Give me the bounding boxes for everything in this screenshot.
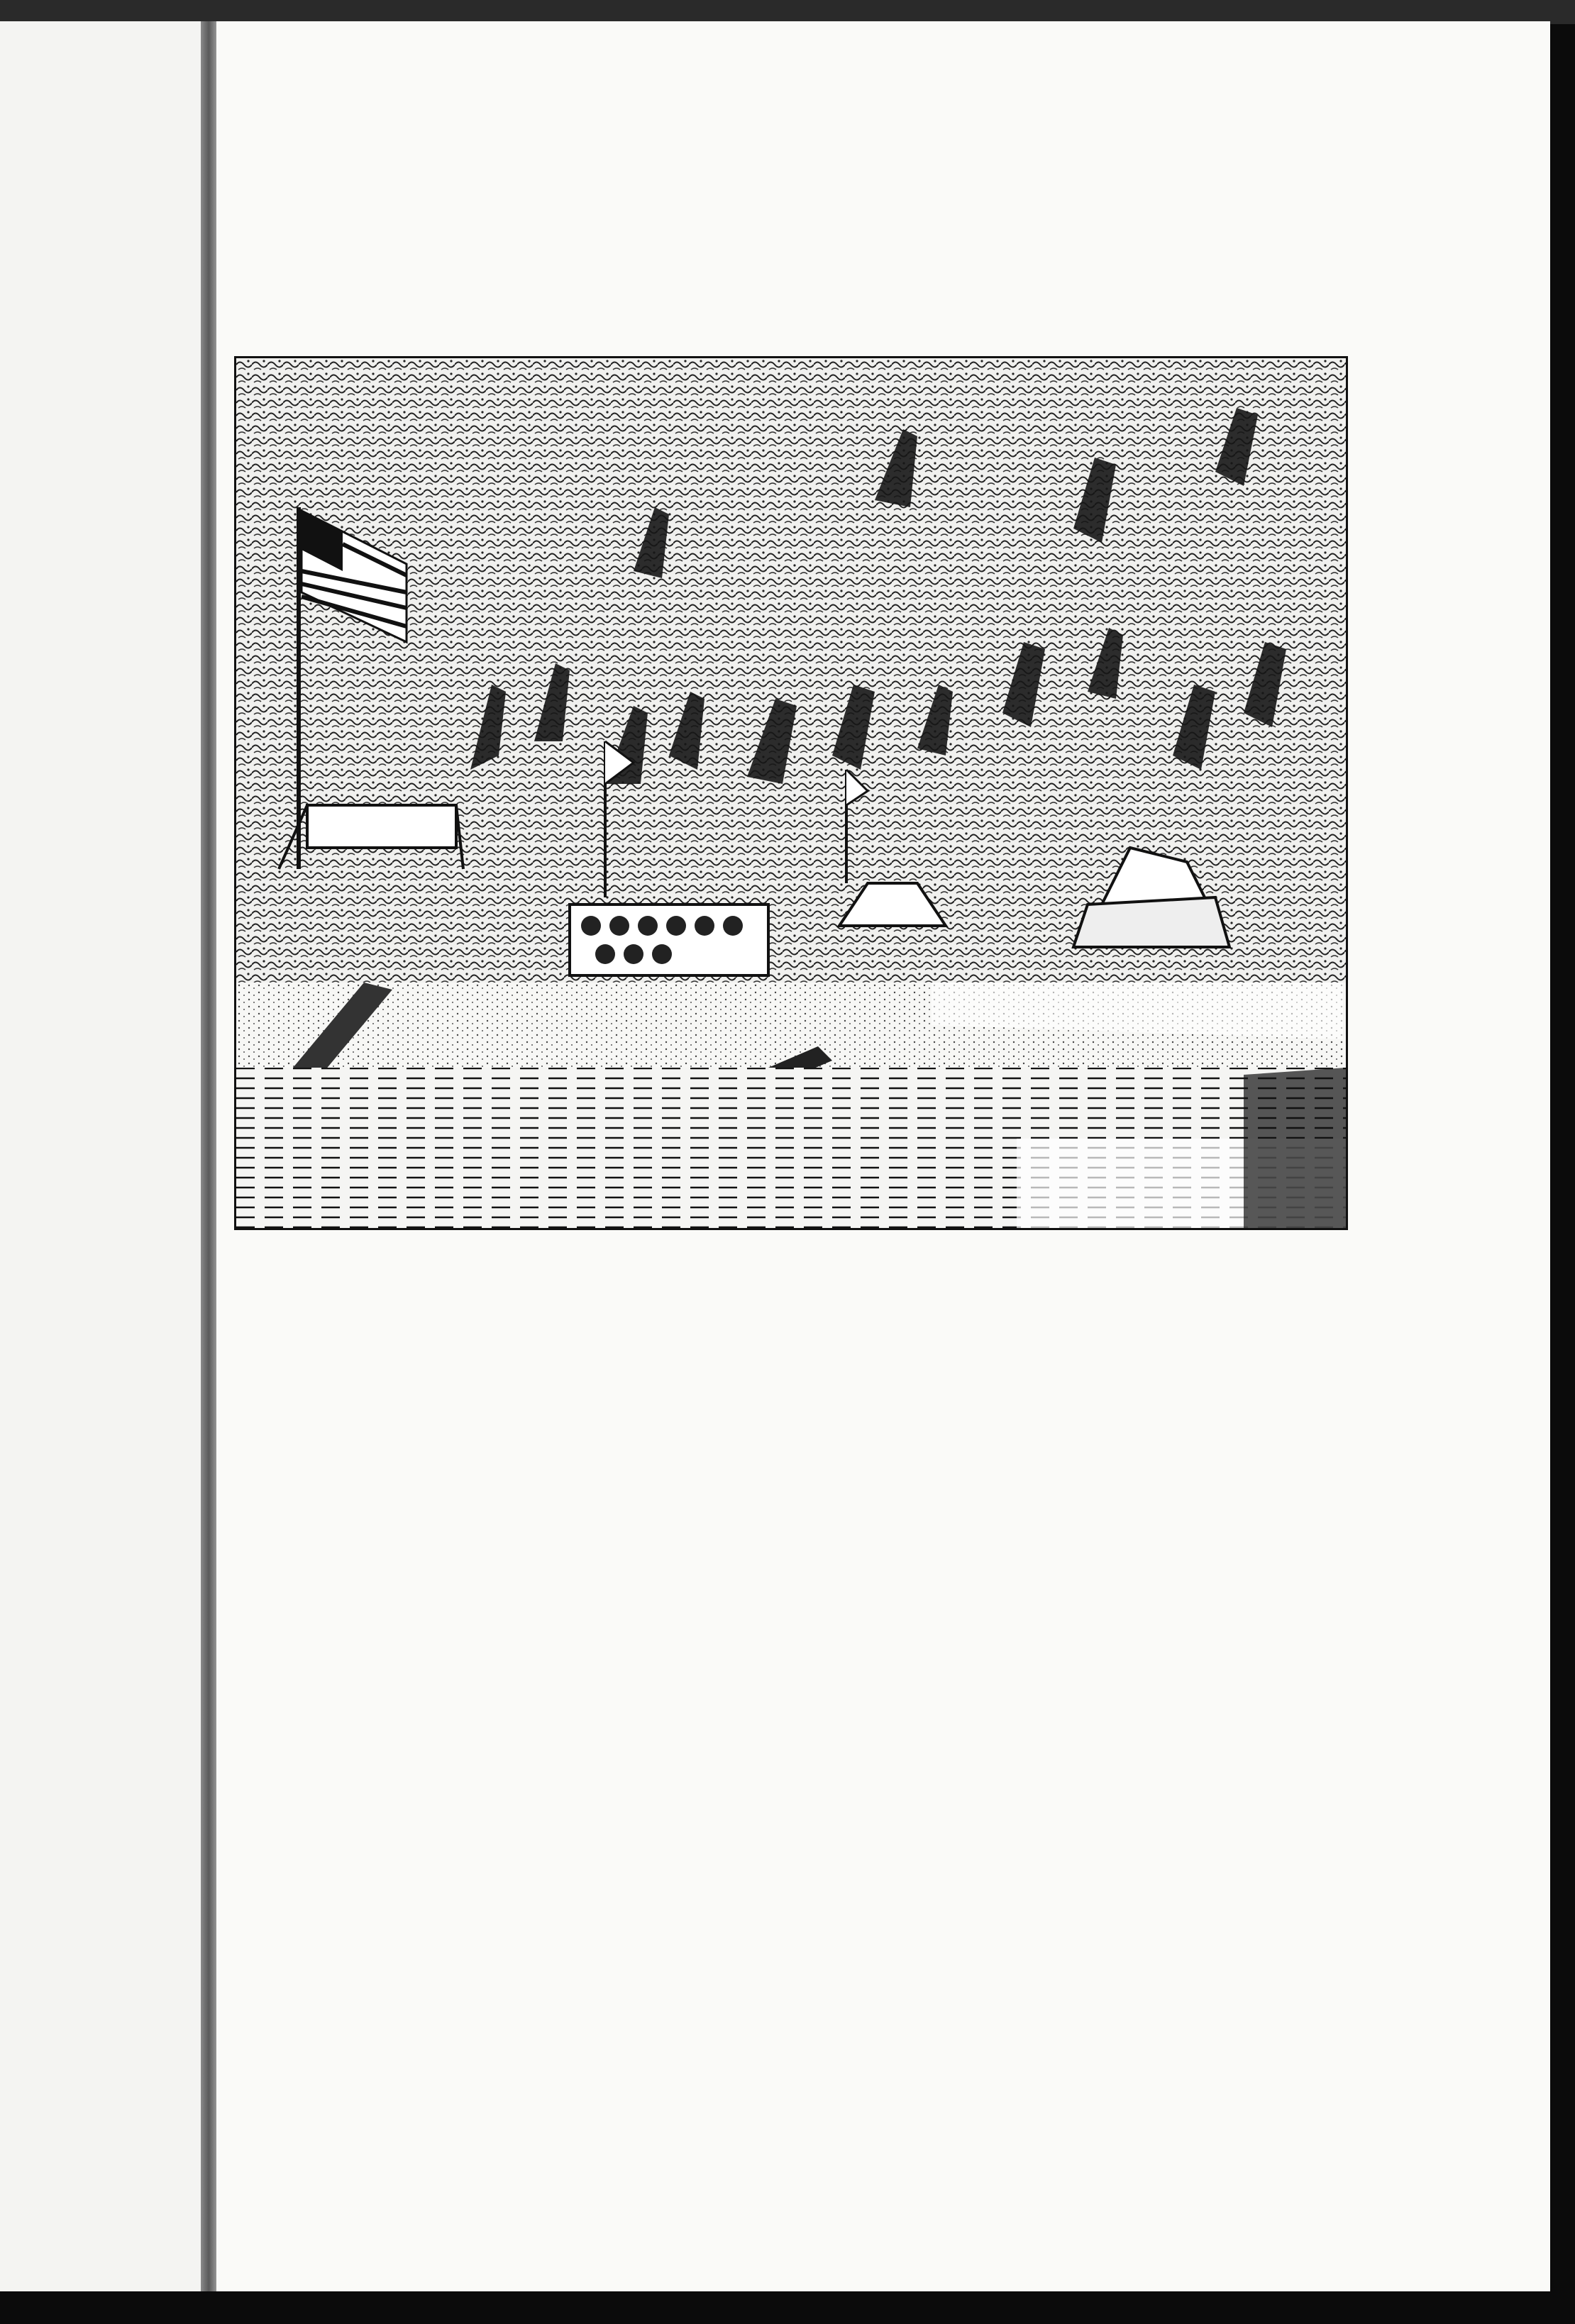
left-page-fragment bbox=[0, 21, 202, 2291]
figure-illustration bbox=[234, 356, 1348, 1230]
burial-scene-engraving bbox=[236, 358, 1346, 1228]
scan-top-edge bbox=[0, 0, 1575, 24]
